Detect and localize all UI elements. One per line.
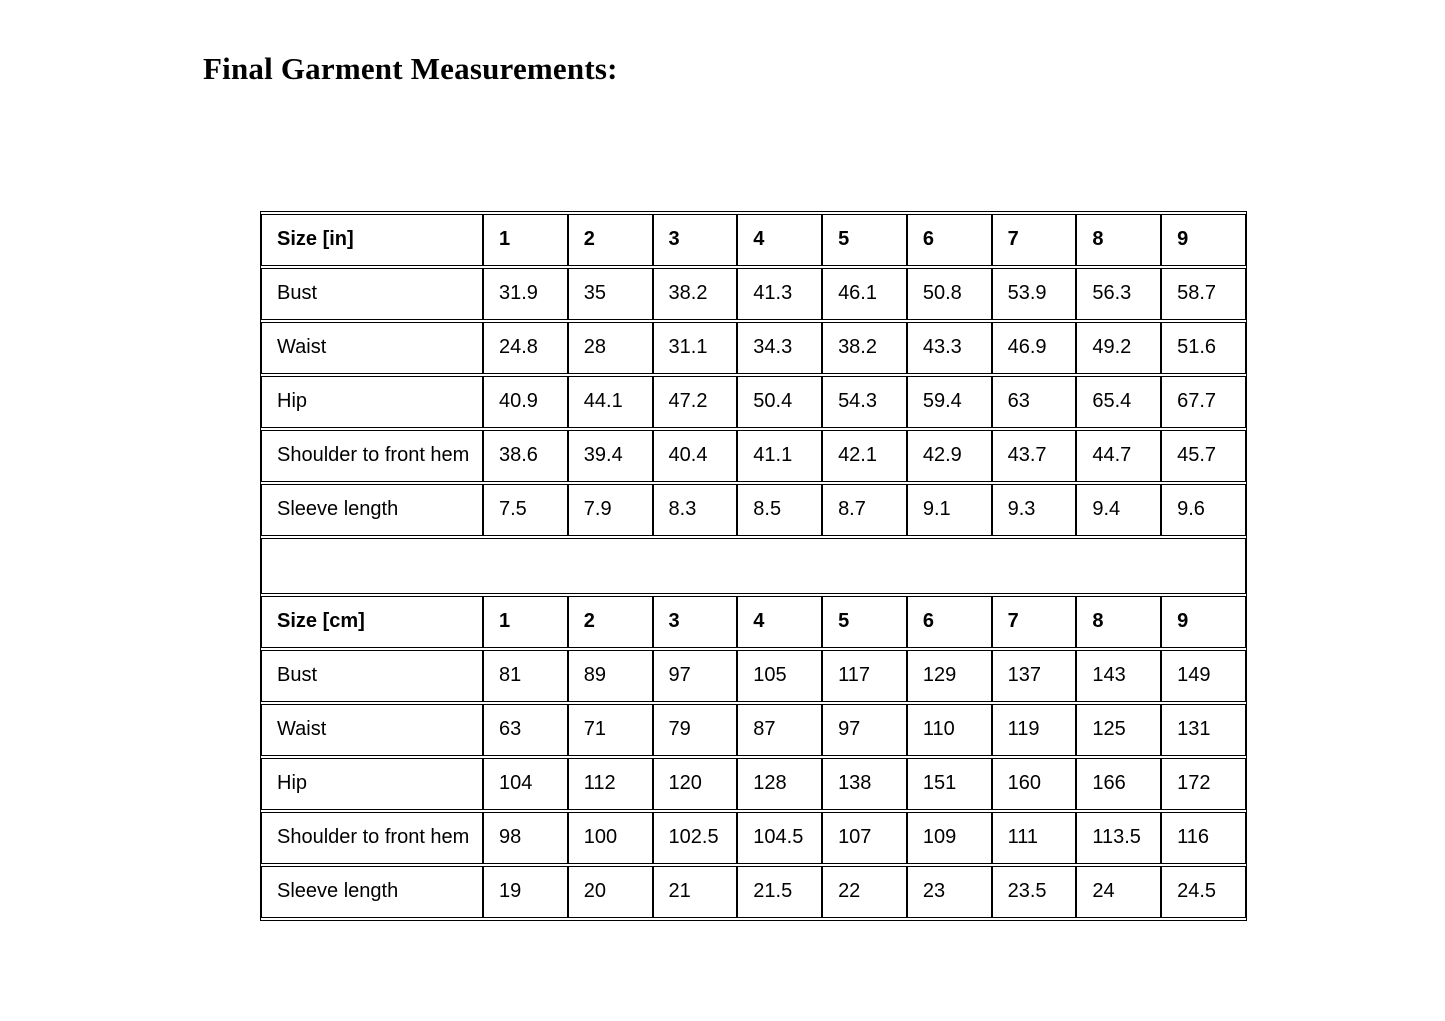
measurement-value-cell: 81 <box>483 650 568 702</box>
measurement-value-cell: 125 <box>1076 704 1161 756</box>
measurement-value-cell: 129 <box>907 650 992 702</box>
measurement-value-cell: 102.5 <box>653 812 738 864</box>
size-header-row-centimeters <box>261 596 1246 648</box>
measurement-value-cell: 23 <box>907 866 992 918</box>
size-number-header-cell: 7 <box>992 596 1077 648</box>
measurement-value-cell: 24.8 <box>483 322 568 374</box>
measurement-label-cell: Shoulder to front hem <box>261 430 483 482</box>
size-number-header-cell: 1 <box>483 214 568 266</box>
measurement-value-cell: 119 <box>992 704 1077 756</box>
measurement-value-cell: 8.7 <box>822 484 907 536</box>
page-title: Final Garment Measurements: <box>203 51 618 86</box>
measurement-value-cell: 59.4 <box>907 376 992 428</box>
measurement-value-cell: 120 <box>653 758 738 810</box>
measurement-value-cell: 45.7 <box>1161 430 1246 482</box>
measurement-value-cell: 149 <box>1161 650 1246 702</box>
garment-measurements-table <box>260 211 1247 921</box>
spacer-cell <box>261 538 1246 594</box>
measurement-value-cell: 58.7 <box>1161 268 1246 320</box>
size-number-header-cell: 9 <box>1161 214 1246 266</box>
measurement-value-cell: 116 <box>1161 812 1246 864</box>
measurement-value-cell: 9.6 <box>1161 484 1246 536</box>
measurement-row <box>261 812 1246 864</box>
table-spacer-row <box>261 538 1246 594</box>
measurement-value-cell: 38.2 <box>822 322 907 374</box>
measurement-value-cell: 131 <box>1161 704 1246 756</box>
measurement-label-cell: Bust <box>261 268 483 320</box>
size-number-header-cell: 2 <box>568 596 653 648</box>
measurement-value-cell: 49.2 <box>1076 322 1161 374</box>
size-number-header-cell: 3 <box>653 214 738 266</box>
measurement-value-cell: 22 <box>822 866 907 918</box>
measurement-label-cell: Sleeve length <box>261 484 483 536</box>
measurement-value-cell: 53.9 <box>992 268 1077 320</box>
measurement-value-cell: 67.7 <box>1161 376 1246 428</box>
measurement-value-cell: 21.5 <box>737 866 822 918</box>
measurement-value-cell: 24 <box>1076 866 1161 918</box>
measurement-value-cell: 105 <box>737 650 822 702</box>
measurement-value-cell: 104.5 <box>737 812 822 864</box>
measurement-value-cell: 46.1 <box>822 268 907 320</box>
size-number-header-cell: 5 <box>822 596 907 648</box>
size-number-header-cell: 8 <box>1076 596 1161 648</box>
measurement-row <box>261 758 1246 810</box>
measurement-row <box>261 866 1246 918</box>
measurement-value-cell: 9.1 <box>907 484 992 536</box>
measurement-value-cell: 34.3 <box>737 322 822 374</box>
measurement-value-cell: 50.8 <box>907 268 992 320</box>
measurement-value-cell: 89 <box>568 650 653 702</box>
measurement-value-cell: 21 <box>653 866 738 918</box>
measurement-value-cell: 111 <box>992 812 1077 864</box>
measurement-value-cell: 41.1 <box>737 430 822 482</box>
measurement-row <box>261 322 1246 374</box>
size-number-header-cell: 9 <box>1161 596 1246 648</box>
measurement-row <box>261 704 1246 756</box>
measurement-row <box>261 376 1246 428</box>
measurement-value-cell: 109 <box>907 812 992 864</box>
size-number-header-cell: 3 <box>653 596 738 648</box>
measurement-value-cell: 110 <box>907 704 992 756</box>
measurement-value-cell: 43.3 <box>907 322 992 374</box>
size-number-header-cell: 6 <box>907 596 992 648</box>
measurement-label-cell: Waist <box>261 704 483 756</box>
measurement-value-cell: 100 <box>568 812 653 864</box>
measurement-label-cell: Shoulder to front hem <box>261 812 483 864</box>
size-header-row-inches <box>261 214 1246 266</box>
measurement-value-cell: 137 <box>992 650 1077 702</box>
measurement-value-cell: 166 <box>1076 758 1161 810</box>
measurement-value-cell: 87 <box>737 704 822 756</box>
measurement-value-cell: 50.4 <box>737 376 822 428</box>
measurement-value-cell: 38.2 <box>653 268 738 320</box>
measurement-value-cell: 9.4 <box>1076 484 1161 536</box>
measurement-value-cell: 51.6 <box>1161 322 1246 374</box>
measurement-value-cell: 44.1 <box>568 376 653 428</box>
measurement-value-cell: 8.3 <box>653 484 738 536</box>
size-number-header-cell: 5 <box>822 214 907 266</box>
measurement-value-cell: 128 <box>737 758 822 810</box>
measurement-value-cell: 97 <box>653 650 738 702</box>
measurement-value-cell: 112 <box>568 758 653 810</box>
measurement-label-cell: Hip <box>261 376 483 428</box>
measurement-value-cell: 20 <box>568 866 653 918</box>
measurement-value-cell: 138 <box>822 758 907 810</box>
measurement-value-cell: 43.7 <box>992 430 1077 482</box>
measurement-label-cell: Bust <box>261 650 483 702</box>
measurement-value-cell: 143 <box>1076 650 1161 702</box>
size-number-header-cell: 6 <box>907 214 992 266</box>
measurement-value-cell: 63 <box>483 704 568 756</box>
size-number-header-cell: 4 <box>737 214 822 266</box>
measurement-label-cell: Hip <box>261 758 483 810</box>
measurement-value-cell: 117 <box>822 650 907 702</box>
measurement-value-cell: 38.6 <box>483 430 568 482</box>
measurement-value-cell: 31.9 <box>483 268 568 320</box>
size-number-header-cell: 7 <box>992 214 1077 266</box>
measurement-value-cell: 97 <box>822 704 907 756</box>
measurement-value-cell: 54.3 <box>822 376 907 428</box>
measurement-value-cell: 42.9 <box>907 430 992 482</box>
measurement-value-cell: 35 <box>568 268 653 320</box>
measurement-label-cell: Waist <box>261 322 483 374</box>
measurement-value-cell: 98 <box>483 812 568 864</box>
size-number-header-cell: 4 <box>737 596 822 648</box>
measurement-value-cell: 160 <box>992 758 1077 810</box>
size-unit-header-cell: Size [in] <box>261 214 483 266</box>
measurement-value-cell: 107 <box>822 812 907 864</box>
measurement-row <box>261 268 1246 320</box>
measurement-row <box>261 484 1246 536</box>
measurement-value-cell: 56.3 <box>1076 268 1161 320</box>
size-unit-header-cell: Size [cm] <box>261 596 483 648</box>
measurement-value-cell: 9.3 <box>992 484 1077 536</box>
size-number-header-cell: 1 <box>483 596 568 648</box>
measurement-value-cell: 28 <box>568 322 653 374</box>
measurement-value-cell: 71 <box>568 704 653 756</box>
measurement-row <box>261 650 1246 702</box>
size-number-header-cell: 2 <box>568 214 653 266</box>
measurement-label-cell: Sleeve length <box>261 866 483 918</box>
measurement-value-cell: 65.4 <box>1076 376 1161 428</box>
measurement-value-cell: 40.4 <box>653 430 738 482</box>
measurement-value-cell: 47.2 <box>653 376 738 428</box>
measurement-value-cell: 79 <box>653 704 738 756</box>
measurement-value-cell: 31.1 <box>653 322 738 374</box>
measurement-value-cell: 113.5 <box>1076 812 1161 864</box>
measurement-value-cell: 7.5 <box>483 484 568 536</box>
measurement-value-cell: 7.9 <box>568 484 653 536</box>
measurement-value-cell: 40.9 <box>483 376 568 428</box>
measurement-value-cell: 19 <box>483 866 568 918</box>
size-number-header-cell: 8 <box>1076 214 1161 266</box>
measurement-value-cell: 44.7 <box>1076 430 1161 482</box>
measurement-value-cell: 63 <box>992 376 1077 428</box>
measurement-value-cell: 41.3 <box>737 268 822 320</box>
measurement-value-cell: 42.1 <box>822 430 907 482</box>
measurement-row <box>261 430 1246 482</box>
measurement-value-cell: 151 <box>907 758 992 810</box>
measurement-value-cell: 8.5 <box>737 484 822 536</box>
measurement-value-cell: 104 <box>483 758 568 810</box>
measurement-value-cell: 39.4 <box>568 430 653 482</box>
measurement-value-cell: 23.5 <box>992 866 1077 918</box>
measurement-value-cell: 172 <box>1161 758 1246 810</box>
measurement-value-cell: 24.5 <box>1161 866 1246 918</box>
measurement-value-cell: 46.9 <box>992 322 1077 374</box>
